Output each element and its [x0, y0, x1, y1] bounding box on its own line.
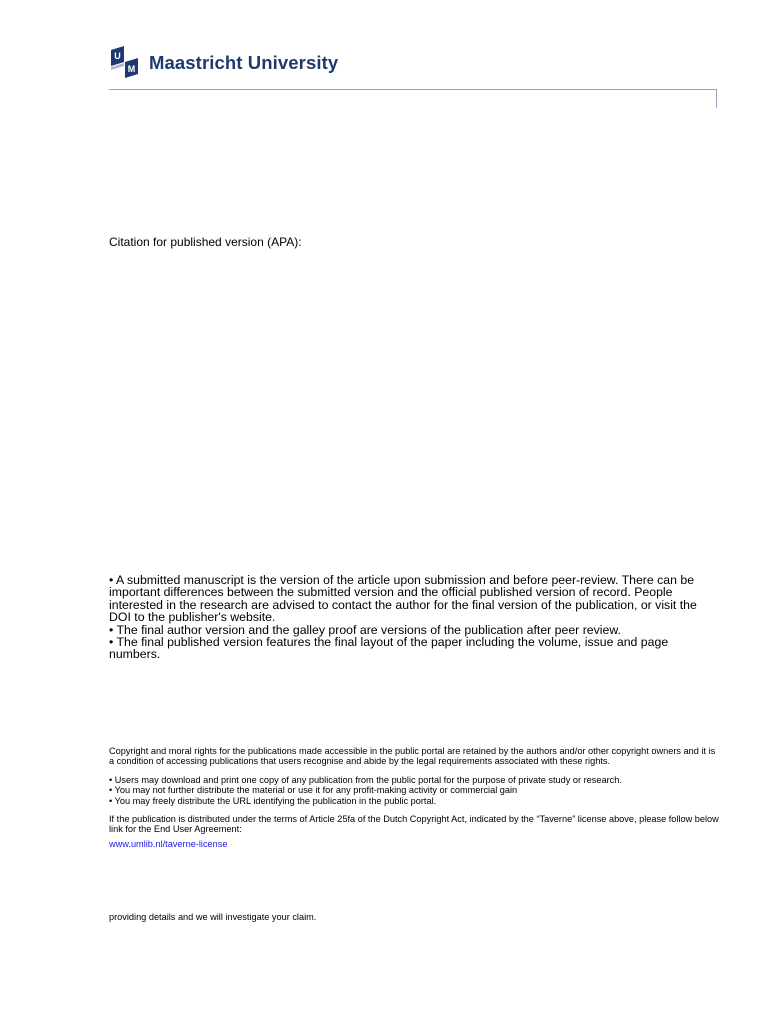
claim-text: providing details and we will investigate your claim.	[109, 912, 317, 922]
taverne-notice: If the publication is distributed under the terms of Article 25fa of the Dutch Copyright Act, indicated by the “Taverne” license above, please follow below link for the End User Agreement:	[109, 814, 719, 835]
note-author-version: • The final author version and the galley proof are versions of the publication after peer review.	[109, 622, 621, 637]
copyright-intro: Copyright and moral rights for the publications made accessible in the public portal are retained by the authors and/or other copyright owners and it is a condition of accessing publications that users recognise and abide by the legal requirements associated with these rights.	[109, 746, 716, 767]
taverne-license-link[interactable]: www.umlib.nl/taverne-license	[109, 838, 228, 849]
header-divider-tick	[716, 89, 717, 108]
copyright-rule: • Users may download and print one copy of any publication from the public portal for the purpose of private study or research.	[109, 774, 622, 785]
header-divider	[109, 89, 716, 90]
note-published-version: • The final published version features the final layout of the paper including the volume, issue and page numbers.	[109, 635, 669, 662]
logo-letter-u: U	[114, 51, 121, 61]
citation-label: Citation for published version (APA):	[109, 235, 302, 249]
copyright-notice	[109, 746, 721, 849]
university-name: Maastricht University	[149, 52, 339, 73]
university-logo-icon	[111, 46, 138, 78]
copyright-rule: • You may freely distribute the URL identifying the publication in the public portal.	[109, 795, 437, 806]
note-submitted-manuscript: • A submitted manuscript is the version of the article upon submission and before peer-review. There can be important differences between the submitted version and the official published version of record. People interested in the research are advised to contact the author for the final version of the publication, or visit the DOI to the publisher's website.	[109, 573, 697, 625]
version-notes	[109, 574, 719, 661]
logo-letter-m: M	[127, 64, 136, 74]
copyright-rule: • You may not further distribute the material or use it for any profit-making activity or commercial gain	[109, 785, 518, 796]
